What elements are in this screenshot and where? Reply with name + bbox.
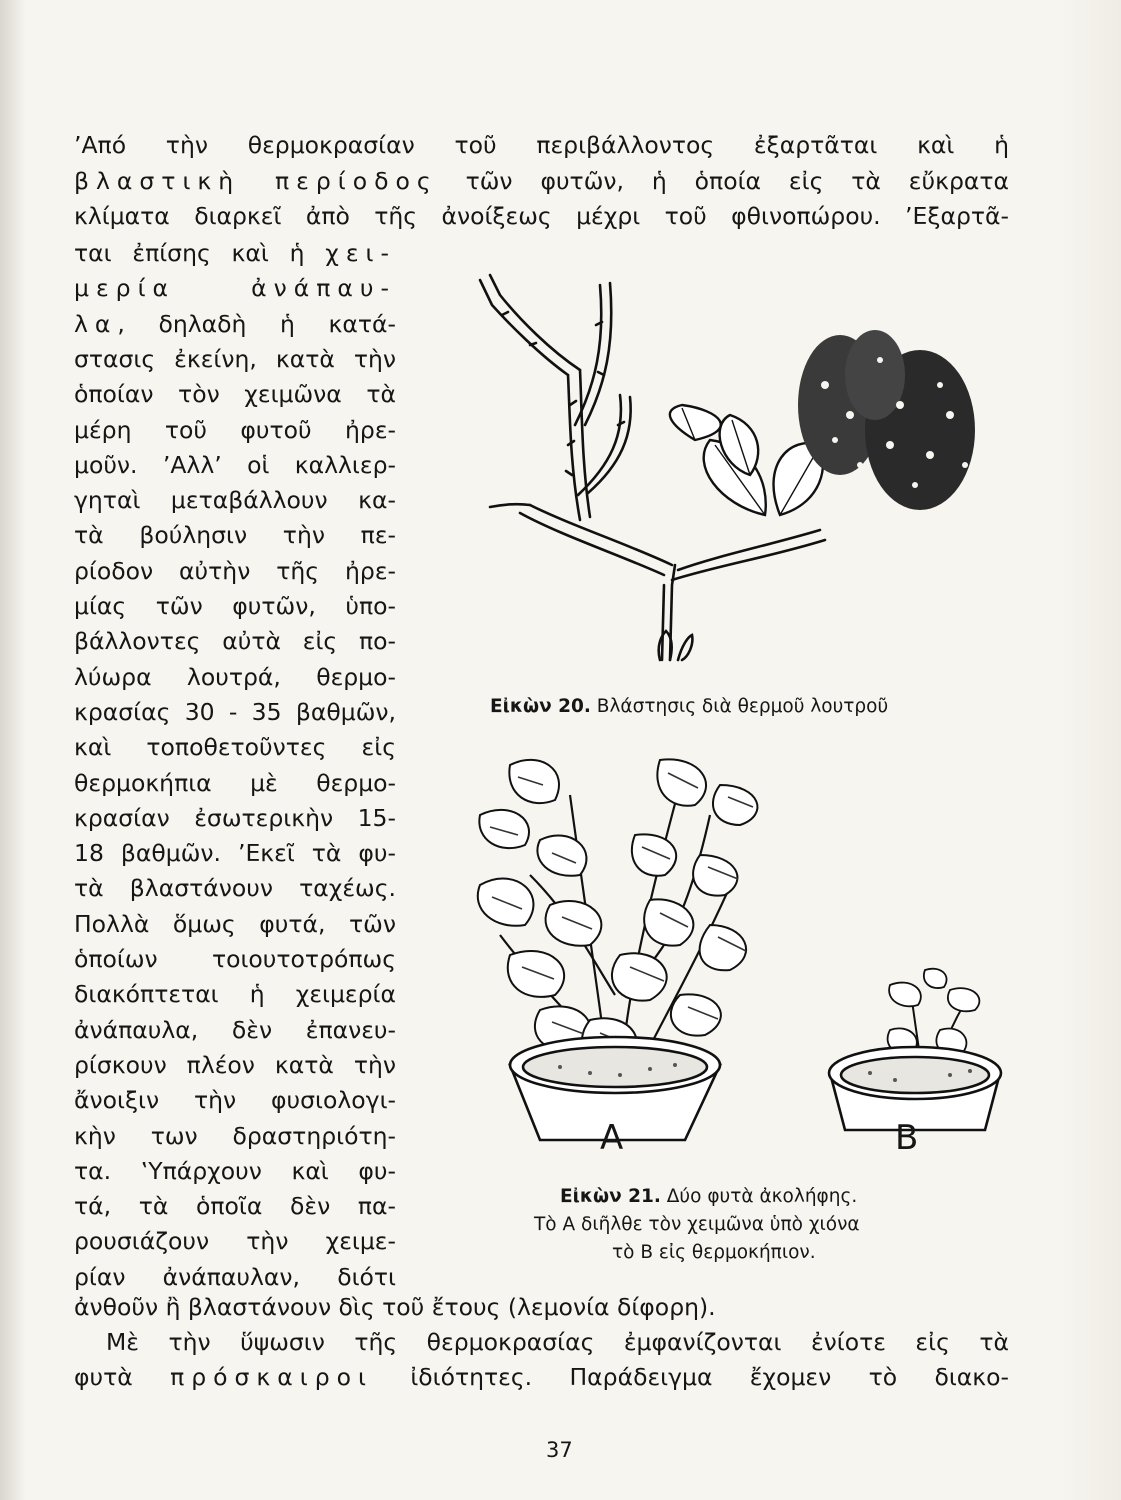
column-line: ται ἐπίσης καὶ ἡ χει- [74, 239, 396, 267]
column-line: βάλλοντες αὐτὰ εἰς πο- [74, 627, 396, 656]
column-line: τα. ‛Υπάρχουν καὶ φυ- [74, 1156, 396, 1185]
figure-21-caption-line-2: Τὸ Α διῆλθε τὸν χειμῶνα ὑπὸ χιόνα [534, 1214, 860, 1235]
body-line-1: ’Από τὴν θερμοκρασίαν τοῦ περιβάλλοντος ἐξαρτᾶται καὶ ἡ [74, 131, 1009, 159]
column-line: γηταὶ μεταβάλλουν κα- [74, 486, 396, 515]
column-line: ρίαν ἀνάπαυλαν, διότι [74, 1262, 396, 1291]
figure-21-illustration [470, 755, 1010, 1165]
column-line: μίας τῶν φυτῶν, ὑπο- [74, 592, 396, 620]
column-line: τὰ βούλησιν τὴν πε- [74, 521, 396, 550]
column-line: ρουσιάζουν τὴν χειμε- [74, 1227, 396, 1256]
column-line: ρίσκουν πλέον κατὰ τὴν [74, 1050, 396, 1079]
column-line: τὰ βλαστάνουν ταχέως. [74, 874, 396, 903]
plant-b-label: Β [895, 1118, 919, 1158]
column-line: μοῦν. ’Αλλ’ οἱ καλλιερ- [74, 450, 396, 479]
column-line: θερμοκήπια μὲ θερμο- [74, 768, 396, 797]
page-edge-shadow [0, 0, 26, 1500]
column-line: διακόπτεται ἡ χειμερία [74, 980, 396, 1009]
column-line: λα, δηλαδὴ ἡ κατά- [74, 309, 396, 338]
figure-21-caption-line-3: τὸ Β εἰς θερμοκήπιον. [612, 1242, 816, 1263]
page-number: 37 [546, 1438, 573, 1462]
column-line: ὁποίων τοιουτοτρόπως [74, 945, 396, 973]
column-line: ρίοδον αὐτὴν τῆς ἠρε- [74, 556, 396, 585]
column-line: κρασίας 30 - 35 βαθμῶν, [74, 697, 396, 726]
column-line: Πολλὰ ὅμως φυτά, τῶν [74, 909, 396, 938]
body-line-3: κλίματα διαρκεῖ ἀπὸ τῆς ἀνοίξεως μέχρι τοῦ φθινοπώρου. ’Εξαρτᾶ- [74, 202, 1009, 230]
column-line: μερία ἀνάπαυ- [74, 274, 396, 303]
column-line: καὶ τοποθετοῦντες εἰς [74, 733, 396, 762]
plant-a-label: Α [600, 1118, 624, 1158]
column-line: ὁποίαν τὸν χειμῶνα τὰ [74, 380, 396, 409]
column-line: κὴν των δραστηριότη- [74, 1121, 396, 1150]
page-edge-right [1061, 0, 1121, 1500]
column-line: λύωρα λουτρά, θερμο- [74, 662, 396, 691]
column-line: κρασίαν ἐσωτερικὴν 15- [74, 803, 396, 832]
body-paragraph-2-line-2: φυτὰ πρόσκαιροι ἰδιότητες. Παράδειγμα ἔχομεν τὸ διακο- [74, 1363, 1009, 1391]
column-line: τά, τὰ ὁποῖα δὲν πα- [74, 1192, 396, 1221]
figure-20-caption: Εἰκὼν 20. Βλάστησις διὰ θερμοῦ λουτροῦ [490, 696, 889, 717]
column-line: 18 βαθμῶν. ’Εκεῖ τὰ φυ- [74, 839, 396, 868]
column-line: ἀνάπαυλα, δὲν ἐπανευ- [74, 1015, 396, 1044]
figure-21-caption-line-1: Εἰκὼν 21. Δύο φυτὰ ἀκολήφης. [560, 1186, 858, 1207]
column-line: ἄνοιξιν τὴν φυσιολογι- [74, 1086, 396, 1115]
figure-20-illustration [420, 265, 1010, 665]
body-line-2: βλαστικὴ περίοδος τῶν φυτῶν, ἡ ὁποία εἰς τὰ εὔκρατα [74, 167, 1009, 195]
column-line: στασις ἐκείνη, κατὰ τὴν [74, 344, 396, 373]
body-paragraph-2-line-1: Μὲ τὴν ὕψωσιν τῆς θερμοκρασίας ἐμφανίζονται ἐνίοτε εἰς τὰ [106, 1328, 1009, 1356]
body-line-after-column: ἀνθοῦν ἢ βλαστάνουν δὶς τοῦ ἔτους (λεμονία δίφορη). [74, 1293, 716, 1321]
column-line: μέρη τοῦ φυτοῦ ἠρε- [74, 415, 396, 444]
